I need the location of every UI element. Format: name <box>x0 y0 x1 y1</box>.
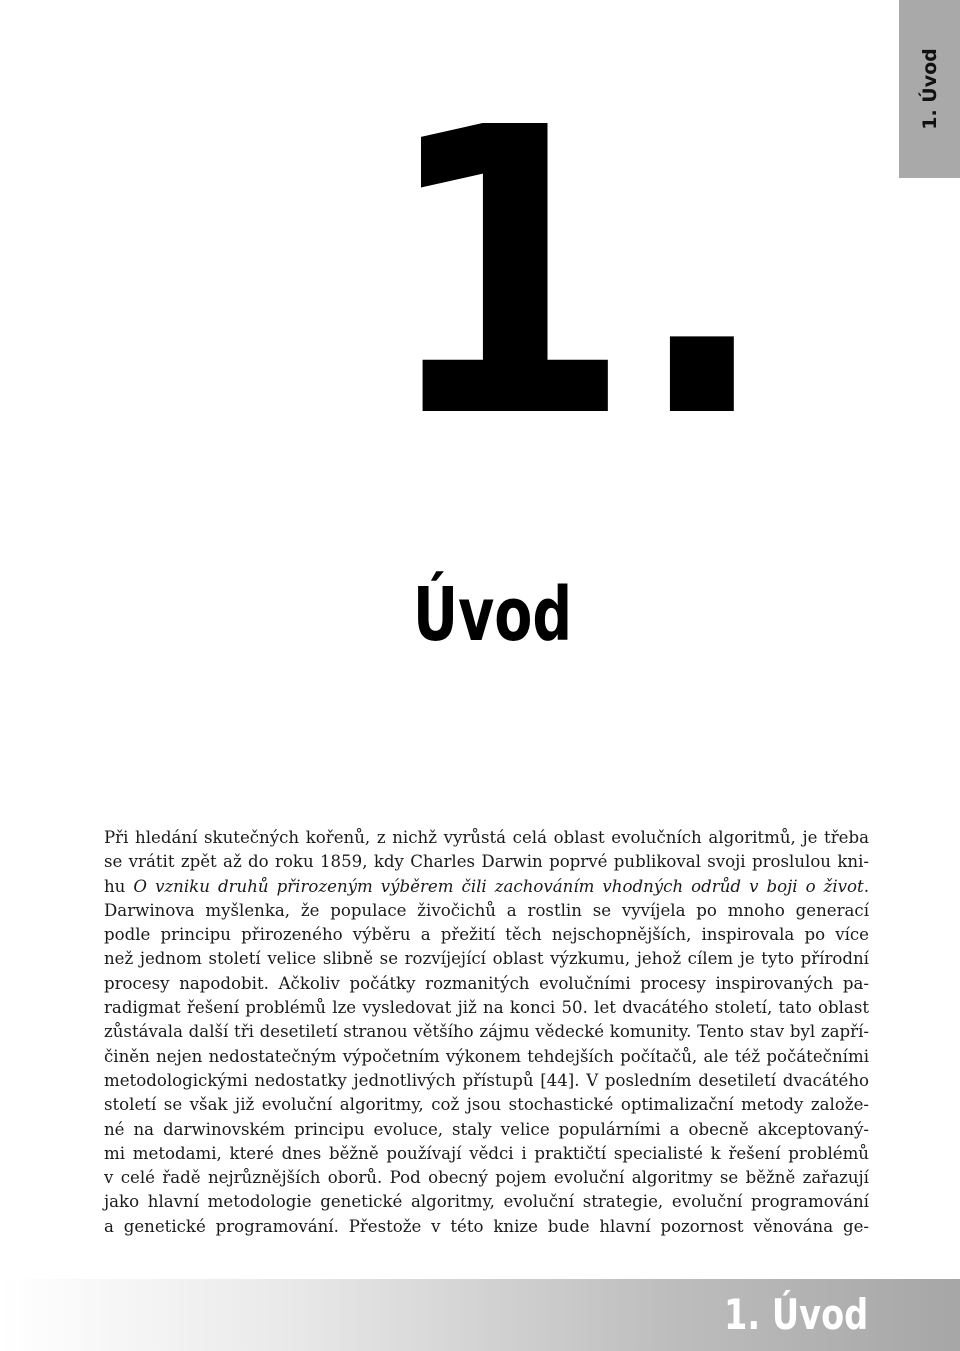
footer-bar <box>0 1279 960 1351</box>
text-line: procesy napodobit. Ačkoliv počátky rozmanitých evolučními procesy inspirovaných pa- <box>104 973 869 993</box>
text-line: a genetické programování. Přestože v této knize bude hlavní pozornost věnována ge- <box>104 1216 869 1236</box>
text-fragment: hu <box>104 876 134 896</box>
footer-chapter-label: 1. Úvod <box>723 1290 868 1339</box>
text-line: zůstávala další tři desetiletí stranou většího zájmu vědecké komunity. Tento stav byl zapří- <box>104 1022 869 1042</box>
text-line: se vrátit zpět až do roku 1859, kdy Charles Darwin poprvé publikoval svoji proslulou kni- <box>104 852 869 872</box>
text-line: než jednom století velice slibně se rozvíjející oblast výzkumu, jehož cílem je tyto přírodní <box>104 949 869 969</box>
chapter-number: 1. <box>380 45 771 505</box>
chapter-title: Úvod <box>413 572 573 658</box>
text-line: mi metodami, které dnes běžně používají vědci i praktičtí specialisté k řešení problémů <box>104 1143 869 1163</box>
text-line: metodologickými nedostatky jednotlivých přístupů [44]. V posledním desetiletí dvacátého <box>104 1070 869 1090</box>
text-line: činěn nejen nedostatečným výpočetním výkonem tehdejších počítačů, ale též počátečními <box>104 1046 869 1066</box>
body-paragraph <box>104 826 869 1239</box>
text-line: století se však již evoluční algoritmy, což jsou stochastické optimalizační metody založe- <box>104 1095 869 1115</box>
text-line <box>104 875 869 899</box>
text-line: radigmat řešení problémů lze vysledovat již na konci 50. let dvacátého století, tato oblast <box>104 998 869 1018</box>
book-title: O vzniku druhů přirozeným výběrem čili zachováním vhodných odrůd v boji o život. <box>133 876 869 896</box>
side-tab-label: 1. Úvod <box>918 48 941 130</box>
text-line: Při hledání skutečných kořenů, z nichž vyrůstá celá oblast evolučních algoritmů, je třeba <box>104 828 869 847</box>
text-line: v celé řadě nejrůznějších oborů. Pod obecný pojem evoluční algoritmy se běžně zařazují <box>104 1168 869 1188</box>
text-line: né na darwinovském principu evoluce, staly velice populárními a obecně akceptovaný- <box>104 1119 869 1139</box>
text-line: podle principu přirozeného výběru a přežití těch nejschopnějších, inspirovala po více <box>104 925 869 945</box>
text-line: jako hlavní metodologie genetické algoritmy, evoluční strategie, evoluční programování <box>104 1192 869 1212</box>
text-line: Darwinova myšlenka, že populace živočichů a rostlin se vyvíjela po mnoho generací <box>104 900 869 920</box>
chapter-side-tab <box>899 0 960 178</box>
